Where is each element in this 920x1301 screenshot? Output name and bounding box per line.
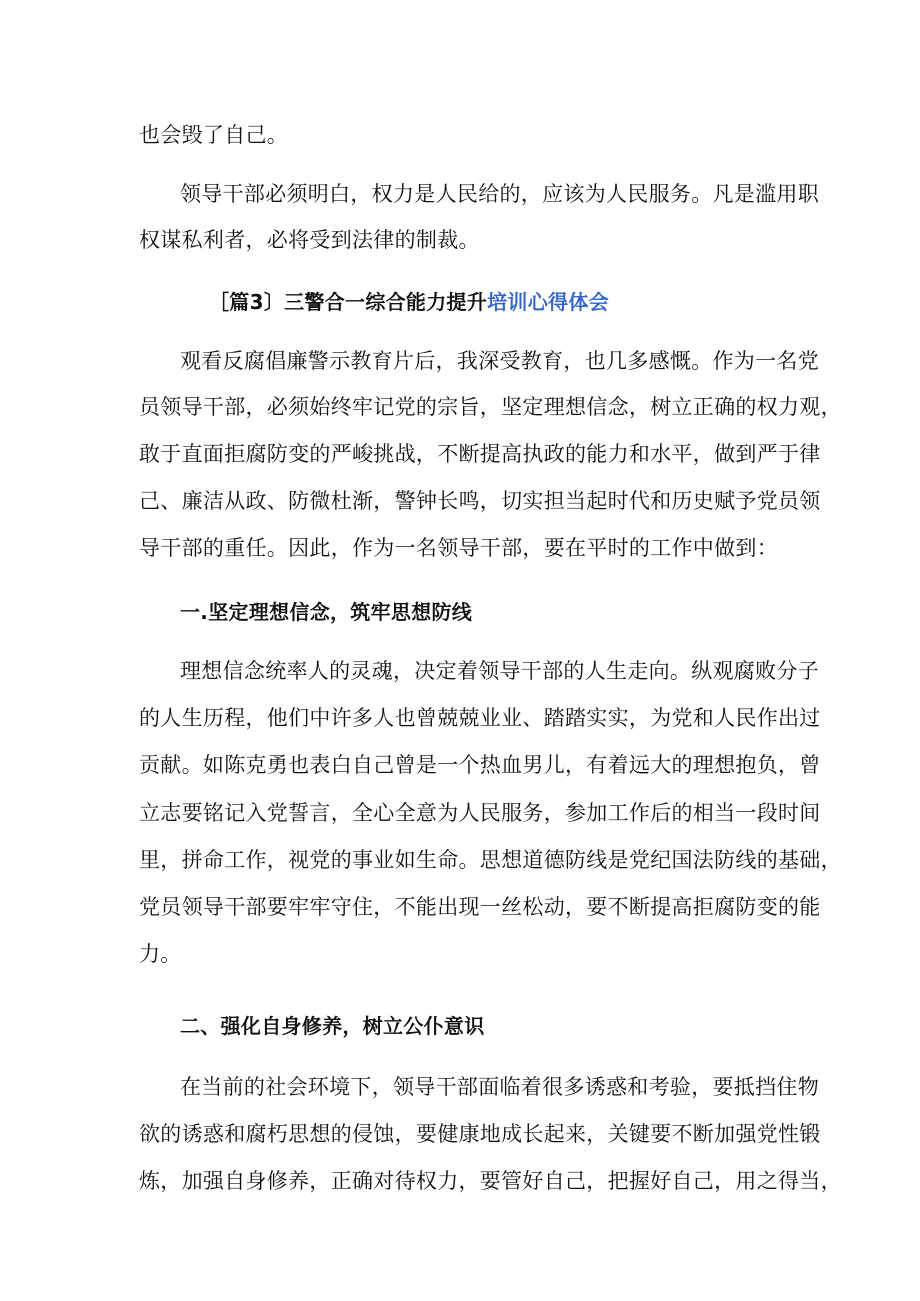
body-line: 己、廉洁从政、防微杜渐，警钟长鸣，切实担当起时代和历史赋予党员领 xyxy=(139,489,821,513)
heading-1: 一.坚定理想信念，筑牢思想防线 xyxy=(180,600,473,624)
body-line: 也会毁了自己。 xyxy=(139,123,289,147)
body-line: 敢于直面拒腐防变的严峻挑战，不断提高执政的能力和水平，做到严于律 xyxy=(139,442,821,466)
section-title-main: ［篇3〕三警合一综合能力提升 xyxy=(209,290,488,314)
body-line: 欲的诱惑和腐朽思想的侵蚀，要健康地成长起来，关键要不断加强党性锻 xyxy=(139,1122,821,1146)
body-line: 的人生历程，他们中许多人也曾兢兢业业、踏踏实实，为党和人民作出过 xyxy=(139,706,821,730)
section-title xyxy=(209,288,609,316)
body-line: 里，拼命工作，视党的事业如生命。思想道德防线是党纪国法防线的基础， xyxy=(139,848,842,872)
body-line: 党员领导干部要牢牢守住，不能出现一丝松动，要不断提高拒腐防变的能 xyxy=(139,895,821,919)
heading-2: 二、强化自身修养，树立公仆意识 xyxy=(180,1014,485,1038)
body-line: 炼，加强自身修养，正确对待权力，要管好自己，把握好自己，用之得当， xyxy=(139,1169,842,1193)
body-line: 力。 xyxy=(139,942,182,966)
body-line: 立志要铭记入党誓言，全心全意为人民服务，参加工作后的相当一段时间 xyxy=(139,801,821,825)
body-line: 贡献。如陈克勇也表白自己曾是一个热血男儿，有着远大的理想抱负，曾 xyxy=(139,753,821,777)
body-line: 领导干部必须明白，权力是人民给的，应该为人民服务。凡是滥用职 xyxy=(180,182,819,206)
body-line: 在当前的社会环境下，领导干部面临着很多诱惑和考验，要抵挡住物 xyxy=(180,1075,819,1099)
body-line: 观看反腐倡廉警示教育片后，我深受教育，也几多感慨。作为一名党 xyxy=(180,349,819,373)
body-line: 员领导干部，必须始终牢记党的宗旨，坚定理想信念，树立正确的权力观， xyxy=(139,395,842,419)
body-line: 理想信念统率人的灵魂，决定着领导干部的人生走向。纵观腐败分子 xyxy=(180,659,819,683)
body-line: 权谋私利者，必将受到法律的制裁。 xyxy=(139,228,480,252)
body-line: 导干部的重任。因此，作为一名领导干部，要在平时的工作中做到： xyxy=(139,536,778,560)
section-title-accent: 培训心得体会 xyxy=(487,290,609,314)
